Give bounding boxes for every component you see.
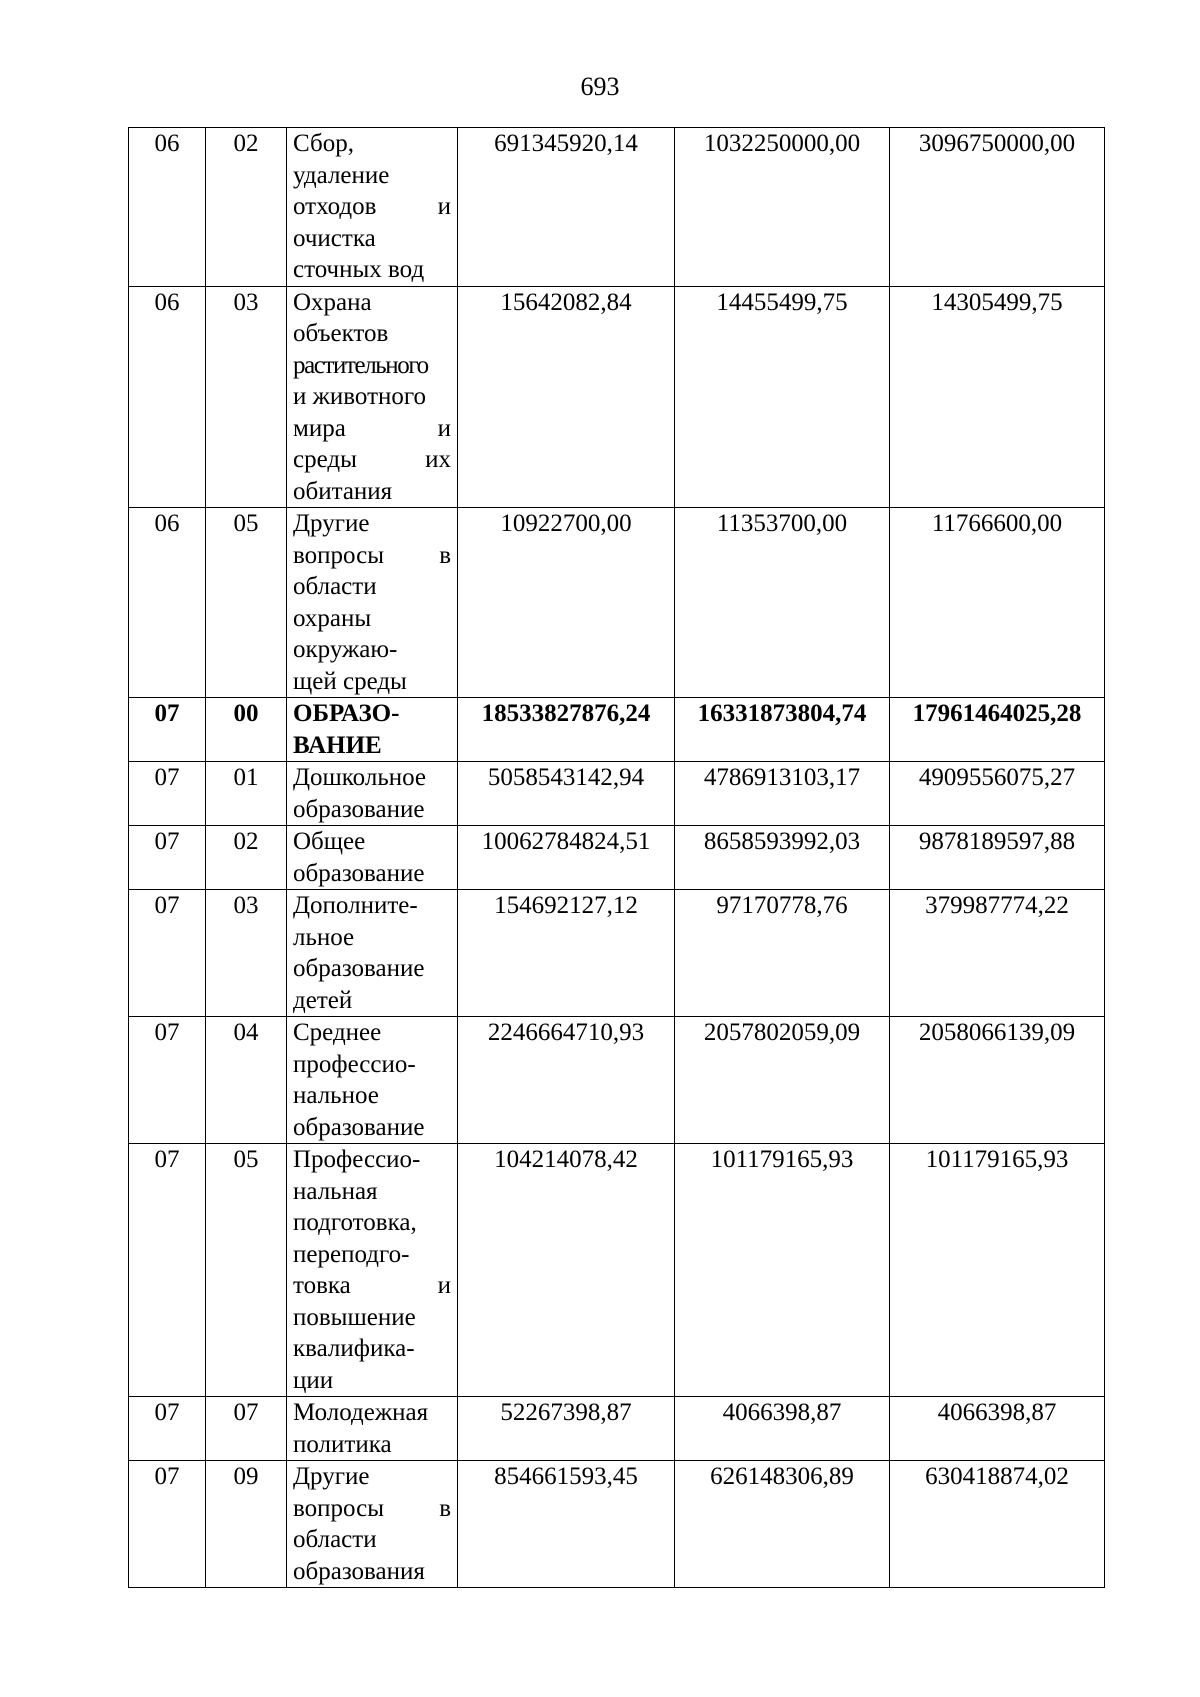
amount-year-2-cell: 8658593992,03: [675, 826, 890, 890]
item-name-cell: [287, 826, 458, 890]
subsection-code-cell: 01: [206, 762, 287, 826]
table-row: [129, 508, 1105, 698]
table-row: [129, 128, 1105, 287]
item-name-line: очистка: [293, 224, 376, 252]
item-name-line: Охрана: [293, 288, 372, 316]
item-name-cell: [287, 762, 458, 826]
item-name-line: Сбор,: [293, 130, 354, 157]
item-name-line: Среднее: [293, 1019, 382, 1046]
amount-year-3-cell: 11766600,00: [890, 508, 1105, 698]
item-name-cell: [287, 1017, 458, 1144]
item-name-cell: [287, 508, 458, 698]
item-name-line: переподго-: [293, 1240, 410, 1268]
item-name-line: Другие: [293, 1463, 370, 1490]
subsection-code-cell: 07: [206, 1397, 287, 1461]
item-name-line: щей среды: [293, 667, 407, 695]
section-code-cell: 07: [129, 1017, 206, 1144]
amount-year-1-cell: 52267398,87: [458, 1397, 675, 1461]
item-name-line: нальное: [293, 1082, 379, 1109]
amount-year-3-cell: 101179165,93: [890, 1144, 1105, 1397]
amount-year-2-cell: 11353700,00: [675, 508, 890, 698]
item-name-line: объектов: [293, 320, 389, 347]
table-row: [129, 698, 1105, 762]
section-code-cell: 07: [129, 890, 206, 1017]
item-name-line: среды их: [293, 446, 451, 473]
amount-year-1-cell: 154692127,12: [458, 890, 675, 1017]
amount-year-1-cell: 10062784824,51: [458, 826, 675, 890]
item-name-line: товка и: [293, 1272, 451, 1299]
item-name-line: льное: [293, 923, 355, 951]
item-name-line: ции: [293, 1366, 334, 1394]
section-code-cell: 07: [129, 1144, 206, 1397]
subsection-code-cell: 04: [206, 1017, 287, 1144]
item-name-line: области: [293, 573, 377, 600]
amount-year-3-cell: 379987774,22: [890, 890, 1105, 1017]
item-name-line: вопросы в: [293, 1494, 451, 1522]
item-name-line: отходов и: [293, 193, 451, 220]
item-name-line: области: [293, 1526, 377, 1553]
amount-year-3-cell: 4909556075,27: [890, 762, 1105, 826]
amount-year-3-cell: 4066398,87: [890, 1397, 1105, 1461]
amount-year-2-cell: 101179165,93: [675, 1144, 890, 1397]
amount-year-1-cell: 18533827876,24: [458, 698, 675, 762]
amount-year-1-cell: 5058543142,94: [458, 762, 675, 826]
table-row: [129, 1144, 1105, 1397]
amount-year-1-cell: 854661593,45: [458, 1461, 675, 1588]
item-name-line: растительного: [293, 351, 428, 379]
item-name-cell: [287, 1397, 458, 1461]
item-name-cell: [287, 698, 458, 762]
table-row: [129, 890, 1105, 1017]
item-name-line: ВАНИЕ: [293, 731, 382, 759]
item-name-line: образование: [293, 795, 425, 823]
subsection-code-cell: 02: [206, 826, 287, 890]
item-name-line: охраны: [293, 604, 372, 632]
item-name-line: образование: [293, 955, 425, 982]
amount-year-2-cell: 97170778,76: [675, 890, 890, 1017]
item-name-line: вопросы в: [293, 541, 451, 569]
amount-year-1-cell: 104214078,42: [458, 1144, 675, 1397]
amount-year-2-cell: 626148306,89: [675, 1461, 890, 1588]
item-name-line: обитания: [293, 477, 393, 505]
subsection-code-cell: 05: [206, 508, 287, 698]
item-name-line: Дополните-: [293, 892, 418, 919]
item-name-line: детей: [293, 986, 353, 1014]
subsection-code-cell: 02: [206, 128, 287, 287]
amount-year-1-cell: 691345920,14: [458, 128, 675, 287]
amount-year-3-cell: 9878189597,88: [890, 826, 1105, 890]
item-name-line: ОБРАЗО-: [293, 700, 400, 727]
amount-year-3-cell: 3096750000,00: [890, 128, 1105, 287]
subsection-code-cell: 05: [206, 1144, 287, 1397]
item-name-cell: [287, 128, 458, 287]
item-name-line: Молодежная: [293, 1399, 429, 1426]
item-name-line: Профессио-: [293, 1146, 421, 1173]
amount-year-3-cell: 17961464025,28: [890, 698, 1105, 762]
subsection-code-cell: 00: [206, 698, 287, 762]
item-name-cell: [287, 1144, 458, 1397]
item-name-line: политика: [293, 1430, 392, 1458]
item-name-line: подготовка,: [293, 1209, 417, 1236]
item-name-line: профессио-: [293, 1050, 416, 1078]
budget-table-body: [129, 128, 1105, 1588]
amount-year-2-cell: 4786913103,17: [675, 762, 890, 826]
amount-year-2-cell: 14455499,75: [675, 286, 890, 508]
item-name-line: квалифика-: [293, 1335, 415, 1362]
table-row: [129, 762, 1105, 826]
section-code-cell: 06: [129, 286, 206, 508]
amount-year-1-cell: 15642082,84: [458, 286, 675, 508]
subsection-code-cell: 09: [206, 1461, 287, 1588]
page-number: 693: [580, 72, 620, 101]
amount-year-3-cell: 2058066139,09: [890, 1017, 1105, 1144]
table-row: [129, 1017, 1105, 1144]
budget-table: [128, 127, 1105, 1588]
section-code-cell: 07: [129, 698, 206, 762]
item-name-line: сточных вод: [293, 256, 425, 283]
section-code-cell: 07: [129, 762, 206, 826]
table-row: [129, 286, 1105, 508]
amount-year-2-cell: 2057802059,09: [675, 1017, 890, 1144]
table-row: [129, 826, 1105, 890]
section-code-cell: 06: [129, 508, 206, 698]
amount-year-2-cell: 1032250000,00: [675, 128, 890, 287]
item-name-line: окружаю-: [293, 636, 398, 663]
item-name-line: повышение: [293, 1303, 416, 1331]
section-code-cell: 07: [129, 826, 206, 890]
item-name-line: Общее: [293, 828, 366, 855]
item-name-line: Дошкольное: [293, 764, 427, 791]
table-row: [129, 1461, 1105, 1588]
section-code-cell: 07: [129, 1397, 206, 1461]
section-code-cell: 06: [129, 128, 206, 287]
item-name-line: Другие: [293, 510, 370, 537]
item-name-line: образование: [293, 1113, 425, 1141]
table-row: [129, 1397, 1105, 1461]
subsection-code-cell: 03: [206, 890, 287, 1017]
item-name-line: образования: [293, 1557, 425, 1585]
item-name-line: образование: [293, 859, 425, 887]
amount-year-3-cell: 630418874,02: [890, 1461, 1105, 1588]
amount-year-3-cell: 14305499,75: [890, 286, 1105, 508]
section-code-cell: 07: [129, 1461, 206, 1588]
item-name-cell: [287, 1461, 458, 1588]
item-name-line: и животного: [293, 383, 427, 410]
subsection-code-cell: 03: [206, 286, 287, 508]
amount-year-1-cell: 10922700,00: [458, 508, 675, 698]
amount-year-2-cell: 16331873804,74: [675, 698, 890, 762]
item-name-cell: [287, 286, 458, 508]
item-name-line: нальная: [293, 1177, 378, 1205]
item-name-line: удаление: [293, 161, 390, 189]
item-name-cell: [287, 890, 458, 1017]
amount-year-1-cell: 2246664710,93: [458, 1017, 675, 1144]
amount-year-2-cell: 4066398,87: [675, 1397, 890, 1461]
item-name-line: мира и: [293, 414, 451, 442]
